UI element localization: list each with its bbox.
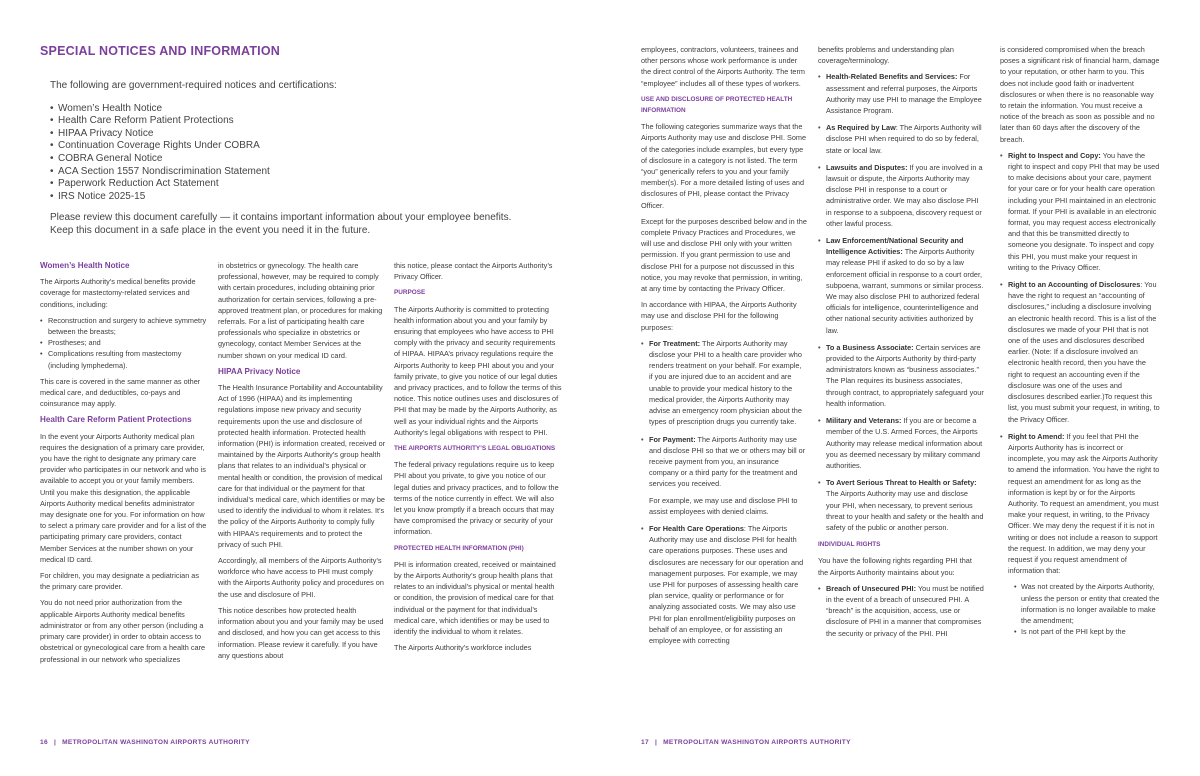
section-title: SPECIAL NOTICES AND INFORMATION bbox=[40, 44, 281, 58]
paragraph: This notice describes how protected health information about you and your family may be used and disclosed, and how you can get access to this information. Please review it carefully. If you have any questions about bbox=[218, 605, 384, 660]
right-column-2 bbox=[818, 44, 984, 645]
paragraph: This care is covered in the same manner as other medical care, and deductibles, co-pays and coinsurance may apply. bbox=[40, 376, 201, 409]
paragraph: employees, contractors, volunteers, trainees and other persons whose work performance is under the direct control of the Airports Authority. The term “employee” includes all of these types of workers. bbox=[641, 45, 805, 88]
list-item bbox=[641, 523, 807, 646]
use-disclosure-heading: USE AND DISCLOSURE OF PROTECTED HEALTH INFORMATION bbox=[641, 95, 793, 115]
term-text: For example, we may use and disclose PHI to assist employees with denied claims. bbox=[649, 495, 798, 516]
list-item: • COBRA General Notice bbox=[50, 153, 520, 166]
list-item: • Was not created by the Airports Authority, unless the person or entity that created the information is no longer available to make the amendment; bbox=[1014, 581, 1160, 626]
list-item: • Prostheses; and bbox=[40, 337, 208, 348]
purpose-heading: PURPOSE bbox=[394, 289, 426, 297]
list-item bbox=[818, 342, 984, 409]
term-text: : You have the right to request an “accounting of disclosures,” including a disclosure involving an electronic health record. This is a list of the disclosures we made of your PHI that is not one of the uses and disclosures described earlier. (Note: If a disclosure involved an electronic health record, then you have the right to request an accounting even if the disclosure was one of the uses and disclosures described earlier.)To request this list, you must submit your request, in writing, to the Privacy Officer. bbox=[1008, 280, 1160, 424]
term-text: If you are or become a member of the U.S. Armed Forces, the Airports Authority may release medical information about you as deemed necessary by military command authorities. bbox=[826, 416, 983, 470]
list-item bbox=[1000, 431, 1160, 638]
paragraph: Except for the purposes described below and in the complete Privacy Practices and Procedures, we will use and disclose PHI only with your written permission. If you grant permission to use and disclose PHI for a purpose not discussed in this notice, you may revoke that permission, in writing, at any time by contacting the Privacy Officer. bbox=[641, 216, 807, 294]
rights-list-continued bbox=[1000, 150, 1160, 638]
paragraph: In accordance with HIPAA, the Airports Authority may use and disclose PHI for the following purposes: bbox=[641, 300, 797, 332]
term-text: : The Airports Authority will disclose PHI when required to do so by federal, state or local law. bbox=[826, 123, 982, 155]
page-number: 17 bbox=[641, 739, 649, 746]
paragraph: in obstetrics or gynecology. The health care professional, however, may be required to comply with certain procedures, including obtaining prior authorization for certain services, following a pre-approved treatment plan, or procedures for making referrals. For a list of participating health care professionals who specialize in obstetrics or gynecology, contact Member Services at the number shown on your medical ID card. bbox=[218, 261, 383, 360]
term-label: For Treatment: bbox=[649, 338, 701, 348]
paragraph: The following categories summarize ways that the Airports Authority may use and disclose PHI. Some of the categories include examples, but every type of disclosure in a category is not listed. The term “you” generically refers to you and your family member(s). For a more detailed listing of uses and disclosures of PHI, please contact the Privacy Officer. bbox=[641, 122, 807, 210]
list-item: • Paperwork Reduction Act Statement bbox=[50, 178, 520, 191]
paragraph: The Airports Authority’s medical benefits provide coverage for mastectomy-related services and conditions, including: bbox=[40, 277, 196, 309]
term-label: Breach of Unsecured PHI: bbox=[826, 583, 917, 593]
list-item bbox=[1000, 279, 1160, 425]
paragraph: The federal privacy regulations require us to keep PHI about you private, to give you notice of our legal duties and privacy practices, and to follow the terms of the notice currently in effect. We will also let you know promptly if a breach occurs that may have compromised the privacy or security of your information. bbox=[394, 460, 559, 537]
paragraph: You have the following rights regarding PHI that the Airports Authority maintains about you: bbox=[818, 556, 972, 577]
term-text: If you feel that PHI the Airports Authority has is incorrect or incomplete, you may ask the Airports Authority to amend the information. You have the right to request an amendment for as long as the information is kept by or for the Airports Authority. To request an amendment, you must make your request, in writing, to the Privacy Officer. We may deny the request if it is not in writing or does not include a reason to support the request. In addition, we may deny your request if you request amendment of information that: bbox=[1008, 431, 1160, 576]
paragraph: benefits problems and understanding plan coverage/terminology. bbox=[818, 45, 954, 66]
term-text: For assessment and referral purposes, the Airports Authority may use PHI to manage the Employee Assistance Program. bbox=[826, 72, 982, 116]
notice-list bbox=[50, 103, 520, 204]
paragraph: For children, you may designate a pediatrician as the primary care provider. bbox=[40, 571, 199, 592]
term-text: You must be notified in the event of a breach of unsecured PHI. A “breach” is the acquisition, access, use or disclosure of PHI in a manner that compromises the security or privacy of the PHI. PHI bbox=[826, 583, 984, 638]
list-item: • ACA Section 1557 Nondiscrimination Statement bbox=[50, 166, 520, 179]
list-item: • HIPAA Privacy Notice bbox=[50, 128, 520, 141]
womens-health-list bbox=[40, 315, 208, 371]
term-label: To a Business Associate: bbox=[826, 342, 914, 352]
paragraph: You do not need prior authorization from the applicable Airports Authority medical benefits administrator or from any other person (including a primary care provider) in order to obtain access to obstetrical or gynecological care from a health care professional in our network who specializes bbox=[40, 598, 206, 664]
footer-org: METROPOLITAN WASHINGTON AIRPORTS AUTHORITY bbox=[663, 739, 851, 746]
paragraph: is considered compromised when the breach poses a significant risk of financial harm, damage to your reputation, or other harm to you. This does not include good faith or inadvertent disclosures or when there is no reasonable way to retain the information. You must receive a notice of the breach as soon as possible and no later than 60 days after the discovery of the breach. bbox=[1000, 45, 1160, 144]
right-column-3 bbox=[1000, 44, 1160, 643]
term-text: The Airports Authority may release PHI if asked to do so by a law enforcement official in response to a court order, subpoena, warrant, summons or similar process. We may also disclose PHI to authorized federal officials for intelligence, counterintelligence and other national security activities authorized by law. bbox=[826, 247, 984, 335]
list-item: • IRS Notice 2025-15 bbox=[50, 191, 520, 204]
list-item bbox=[818, 162, 984, 229]
term-label: Lawsuits and Disputes: bbox=[826, 162, 908, 172]
hcr-heading: Health Care Reform Patient Protections bbox=[40, 415, 192, 425]
list-item bbox=[818, 122, 984, 156]
page-footer-left: 16 | METROPOLITAN WASHINGTON AIRPORTS AUTHORITY bbox=[40, 739, 250, 746]
purposes-list bbox=[641, 338, 807, 646]
page-number: 16 bbox=[40, 739, 48, 746]
list-item bbox=[818, 477, 984, 533]
page-footer-right: 17 | METROPOLITAN WASHINGTON AIRPORTS AUTHORITY bbox=[641, 739, 851, 746]
hipaa-heading: HIPAA Privacy Notice bbox=[218, 366, 301, 376]
term-label: Law Enforcement/National Security and Intelligence Activities: bbox=[826, 236, 964, 257]
term-text: If you are involved in a lawsuit or dispute, the Airports Authority may disclose PHI in response to a court or administrative order. We may also disclose PHI in response to a subpoena, discovery request or other lawful process. bbox=[826, 162, 983, 228]
term-text: Certain services are provided to the Airports Authority by third-party administrators known as “business associates.” The Plan requires its business associates, through contract, to appropriately safeguard your health information. bbox=[826, 342, 984, 408]
term-label: Right to an Accounting of Disclosures bbox=[1008, 280, 1141, 290]
left-column-3 bbox=[394, 260, 562, 659]
term-text: The Airports Authority may disclose your PHI to a health care provider who renders treatment on your behalf. For example, if you are injured due to an accident and are unable to provide your medical history to the medical provider, the Airports Authority may advise an emergency room physician about the types of prescription drugs you currently take. bbox=[649, 338, 802, 427]
individual-rights-heading: INDIVIDUAL RIGHTS bbox=[818, 541, 881, 549]
list-item: • Complications resulting from mastectomy (including lymphedema). bbox=[40, 348, 208, 370]
paragraph: this notice, please contact the Airports Authority’s Privacy Officer. bbox=[394, 261, 553, 282]
term-label: As Required by Law bbox=[826, 123, 896, 133]
paragraph: PHI is information created, received or maintained by the Airports Authority’s group health plans that relates to an individual’s physical or mental health or condition, the provision of medical care for that individual or the payment for that individual’s medical care, which identifies or may be used to identify the individual to whom it relates. bbox=[394, 559, 556, 637]
term-label: Right to Inspect and Copy: bbox=[1008, 150, 1101, 160]
term-text: The Airports Authority may use and disclose PHI so that we or others may bill or receive payment from you, an insurance company or a third party for the treatment and services you received. bbox=[649, 434, 806, 489]
phi-heading: PROTECTED HEALTH INFORMATION (PHI) bbox=[394, 544, 524, 552]
womens-health-heading: Women’s Health Notice bbox=[40, 261, 130, 270]
purposes-list-continued bbox=[818, 71, 984, 533]
term-label: Health-Related Benefits and Services: bbox=[826, 72, 958, 82]
intro-block bbox=[50, 80, 520, 238]
paragraph: Accordingly, all members of the Airports Authority’s workforce who have access to PHI must comply with the Airports Authority policy and procedures on the use and disclosure of PHI. bbox=[218, 556, 384, 599]
left-column-1 bbox=[40, 260, 208, 670]
right-page bbox=[600, 0, 1200, 776]
list-item: • Continuation Coverage Rights Under COBRA bbox=[50, 140, 520, 153]
intro-text: The following are government-required notices and certifications: bbox=[50, 80, 337, 91]
review-note: Please review this document carefully — it contains important information about your employee benefits. Keep this document in a safe place in the event you need it in the future. bbox=[50, 212, 512, 236]
right-column-1 bbox=[641, 44, 807, 652]
list-item: • Is not part of the PHI kept by the bbox=[1014, 626, 1160, 637]
list-item bbox=[818, 583, 984, 639]
amend-sublist bbox=[1008, 581, 1160, 637]
term-label: Right to Amend: bbox=[1008, 431, 1065, 441]
paragraph: In the event your Airports Authority medical plan requires the designation of a primary care provider, you have the right to designate any primary care provider who participates in our network and who is available to accept you or your family members. Until you make this designation, the applicable Airports Authority medical benefits administrator may designate one for you. For information on how to select a primary care provider and for a list of the participating primary care providers, contact Member Services at the number shown on your medical ID card. bbox=[40, 431, 207, 564]
paragraph: The Health Insurance Portability and Accountability Act of 1996 (HIPAA) and its implementing regulations impose new privacy and security requirements upon the use and disclosure of protected health information. Protected health information (PHI) is information created, received or maintained by the Airports Authority’s group health plans that relates to an individual’s physical or mental health or condition, the provision of medical care for that individual or the payment for that individual’s medical care, which identifies or may be used to identify the individual to whom it relates. It’s the policy of the Airports Authority to comply fully with HIPAA’s requirements and to protect the privacy of such PHI. bbox=[218, 383, 386, 549]
footer-org: METROPOLITAN WASHINGTON AIRPORTS AUTHORITY bbox=[62, 739, 250, 746]
paragraph: The Airports Authority’s workforce includes bbox=[394, 643, 532, 653]
list-item bbox=[1000, 150, 1160, 273]
list-item bbox=[818, 415, 984, 471]
list-item bbox=[641, 338, 807, 428]
list-item bbox=[818, 235, 984, 336]
list-item: • Women’s Health Notice bbox=[50, 103, 520, 116]
term-label: For Payment: bbox=[649, 434, 696, 444]
term-label: Military and Veterans: bbox=[826, 416, 902, 426]
list-item bbox=[818, 71, 984, 116]
term-label: For Health Care Operations bbox=[649, 523, 744, 533]
list-item: • Reconstruction and surgery to achieve symmetry between the breasts; bbox=[40, 315, 208, 337]
list-item bbox=[641, 434, 807, 517]
term-text: : The Airports Authority may use and disclose PHI for health care operations purposes. These uses and disclosures are necessary for our operation and management purposes. For example, we may use PHI for purposes of assessing health care plan service, quality or performance or for analyzing associated costs. We may also use PHI for plan enrollment/eligibility purposes on behalf of an employee, or for assisting an employee with correcting bbox=[649, 523, 804, 645]
term-label: To Avert Serious Threat to Health or Safety: bbox=[826, 478, 977, 488]
legal-obligations-heading: THE AIRPORTS AUTHORITY’S LEGAL OBLIGATIONS bbox=[394, 445, 556, 453]
paragraph: The Airports Authority is committed to protecting health information about you and your family by ensuring that employees who have access to PHI comply with the privacy and security requirements of HIPAA. HIPAA’s privacy regulations require the Airports Authority to keep PHI about you and your family private, to give you notice of our legal duties and privacy practices, and to follow the terms of this notice. This notice outlines uses and disclosures of PHI that may be made by the Airports Authority, as well as your individual rights and the Airports Authority’s legal obligations with respect to PHI. bbox=[394, 304, 562, 437]
rights-list bbox=[818, 583, 984, 639]
left-column-2 bbox=[218, 260, 386, 666]
term-text: The Airports Authority may use and disclose your PHI, when necessary, to prevent serious threat to your health and safety or the health and safety of the public or another person. bbox=[826, 489, 984, 532]
list-item: • Health Care Reform Patient Protections bbox=[50, 115, 520, 128]
term-text: You have the right to inspect and copy PHI that may be used to make decisions about your care, payment for your care or for your health care operation including your PHI maintained in an electronic format. If your PHI is available in an electronic format, you may request access electronically and that this be transmitted directly to someone you designate. To inspect and copy this PHI, you must make your request in writing to the Privacy Officer. bbox=[1008, 150, 1160, 272]
